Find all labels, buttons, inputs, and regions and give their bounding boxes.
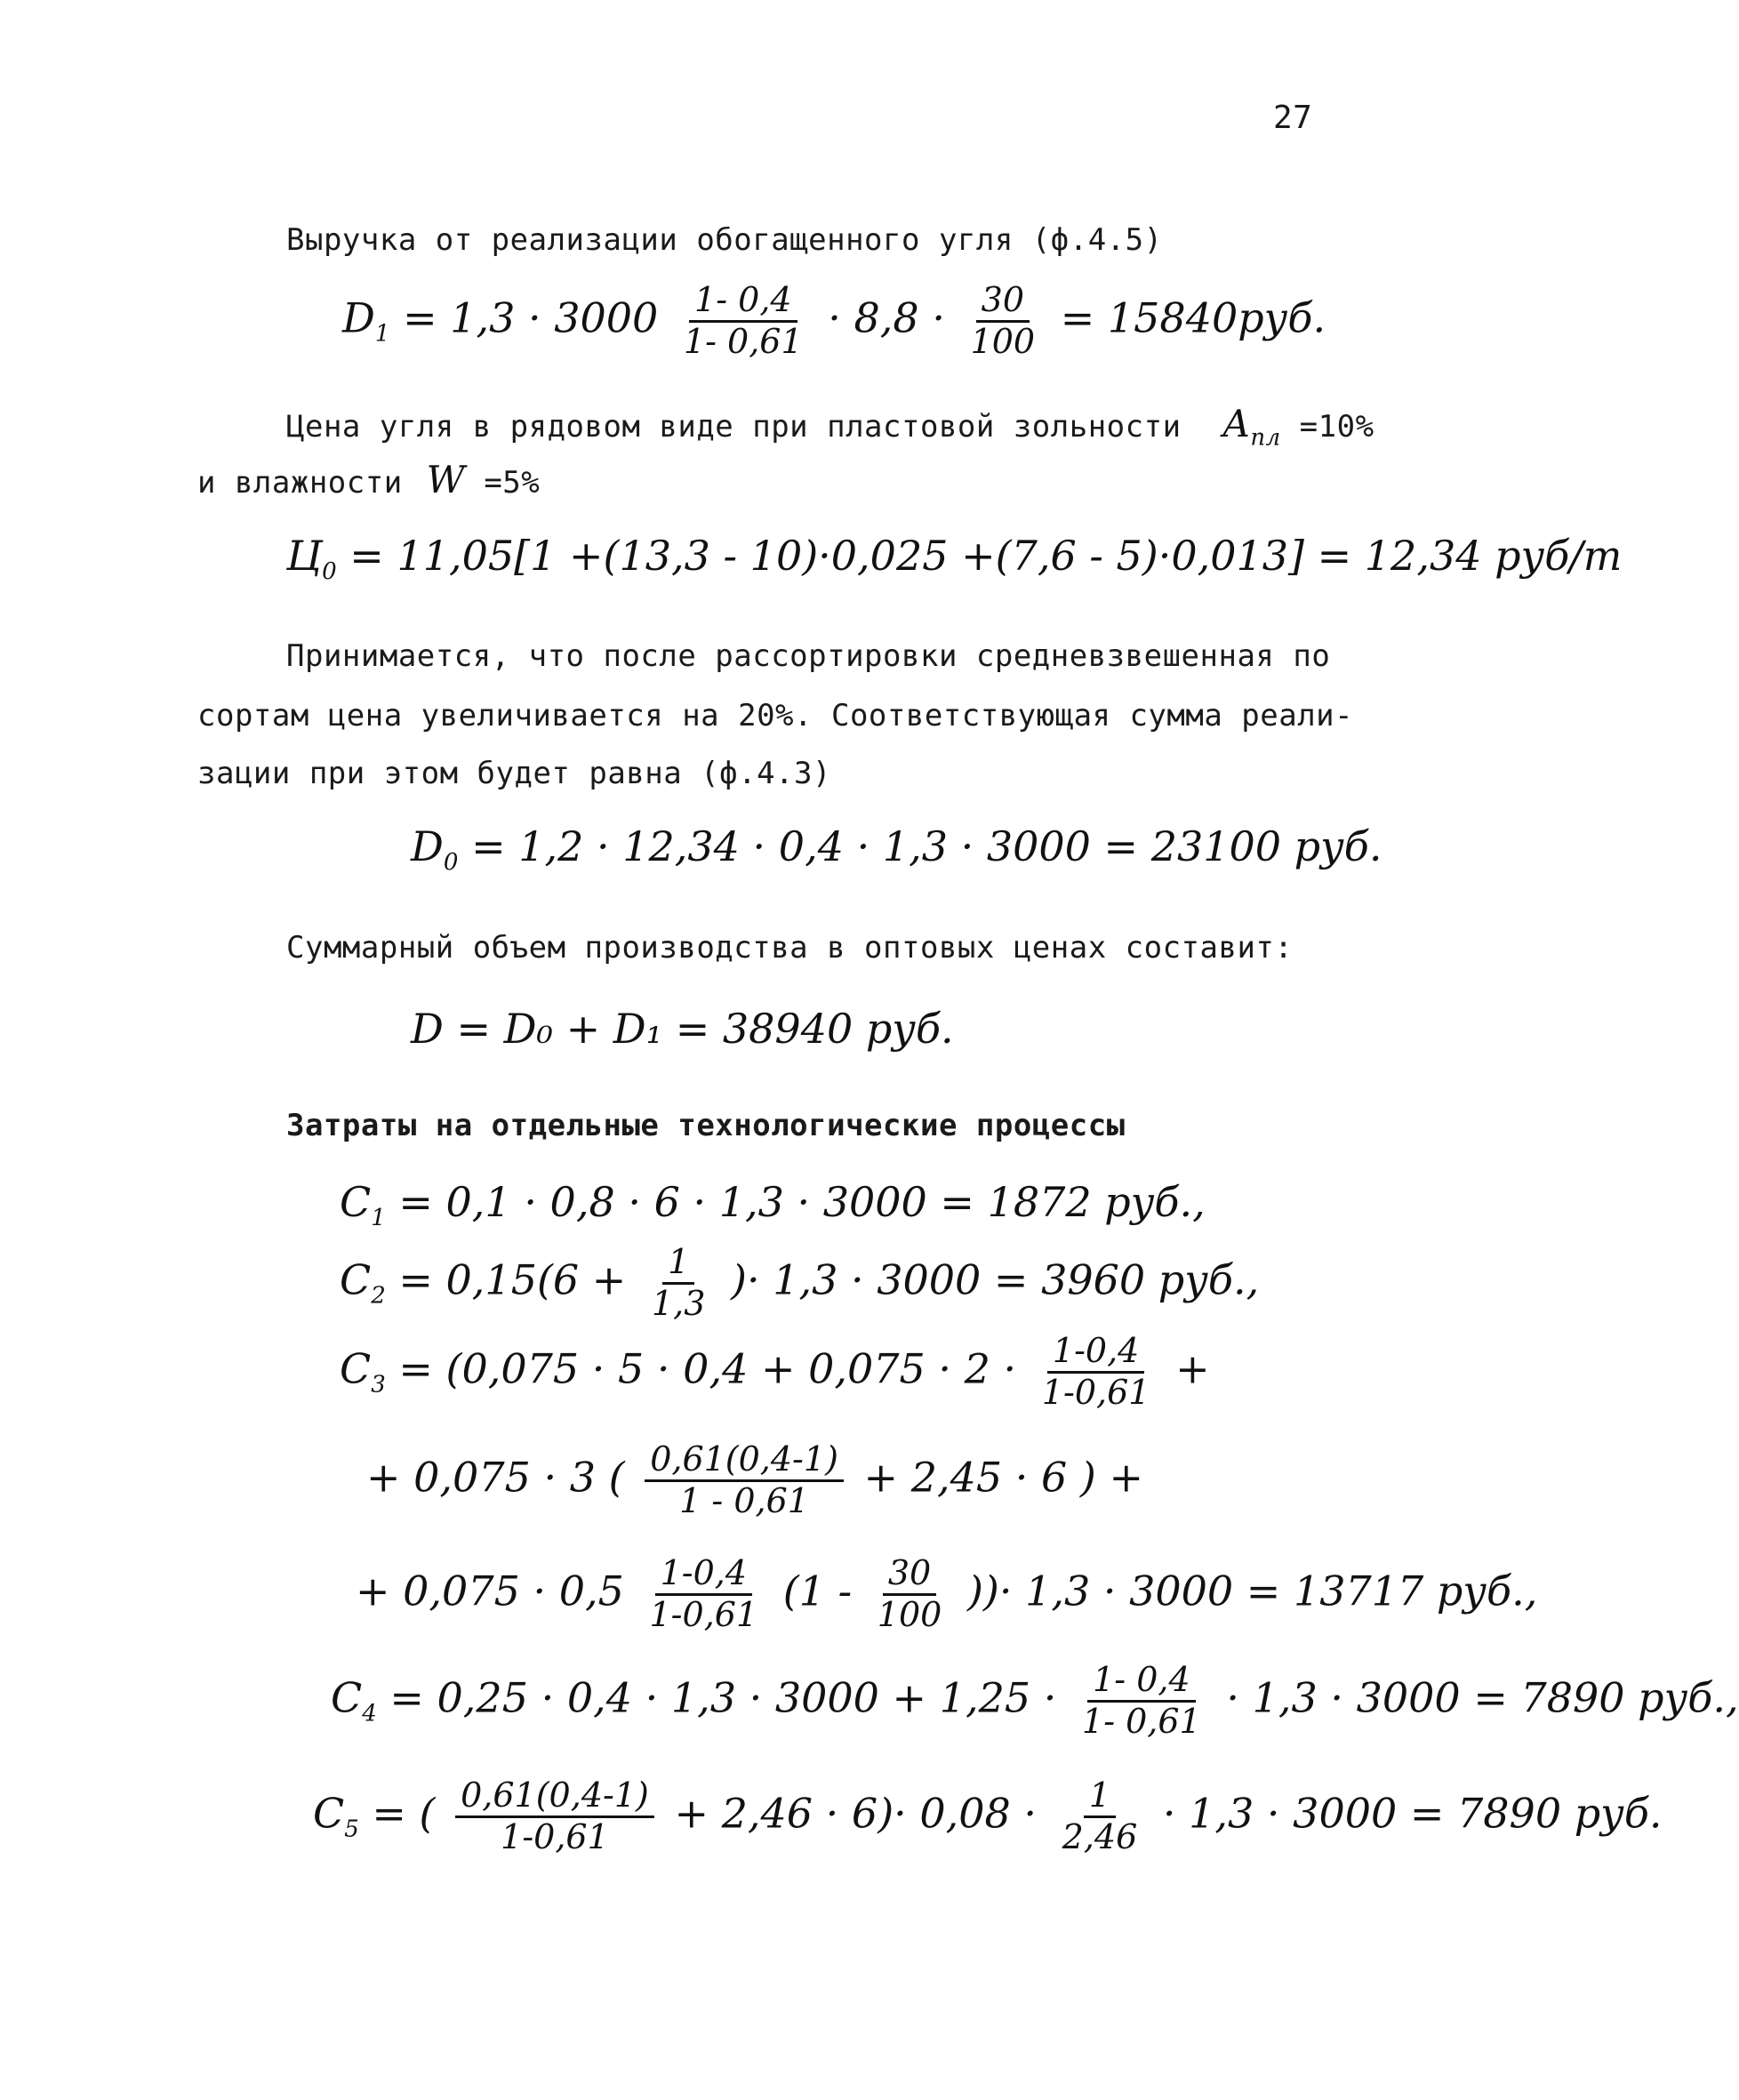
formula-c4	[331, 1660, 1739, 1741]
formula-d1-result: = 15840руб.	[1060, 293, 1326, 342]
fraction-denominator: 2,46	[1062, 1816, 1138, 1856]
fraction-numerator: 1-0,4	[655, 1556, 752, 1596]
formula-c0-rhs: = 11,05[1 +(13,3 - 10)·0,025 +(7,6 - 5)·0,013] = 12,34 руб/т	[349, 532, 1623, 580]
total-label: Суммарный объем производства в оптовых ценах составит:	[286, 930, 1294, 966]
page-number: 27	[1273, 100, 1313, 136]
formula-c1-lhs: C	[340, 1178, 372, 1226]
formula-c3-line2-part2: + 2,45 · 6 ) +	[863, 1453, 1143, 1502]
fraction-numerator: 30	[883, 1556, 936, 1596]
fraction-numerator: 30	[976, 283, 1030, 323]
formula-c3-line3-fraction-1	[645, 1553, 764, 1634]
formula-c3-line1-part1: = (0,075 · 5 · 0,4 + 0,075 · 2 ·	[398, 1344, 1017, 1393]
formula-d1-part2: · 8,8 ·	[828, 293, 945, 342]
formula-c3-line-3	[356, 1553, 1538, 1634]
fraction-denominator: 1- 0,61	[1082, 1701, 1201, 1741]
fraction-denominator: 1-0,61	[501, 1816, 609, 1856]
formula-c2	[340, 1242, 1260, 1323]
ash-symbol: A	[1222, 402, 1251, 445]
formula-c5-part2: + 2,46 · 6)· 0,08 ·	[674, 1789, 1038, 1838]
formula-d1-fraction-1	[678, 280, 808, 361]
formula-c5-part3: · 1,3 · 3000 = 7890 руб.	[1162, 1789, 1663, 1838]
fraction-numerator: 1	[662, 1245, 694, 1285]
formula-c1-rhs: = 0,1 · 0,8 · 6 · 1,3 · 3000 = 1872 руб.,	[398, 1178, 1206, 1226]
formula-d0-sub: 0	[443, 849, 459, 877]
ash-content-value: =10%	[1299, 409, 1374, 445]
formula-c2-sub: 2	[371, 1282, 386, 1310]
formula-c4-lhs: C	[331, 1673, 363, 1722]
fraction-numerator: 1-0,4	[1047, 1334, 1144, 1374]
formula-c2-part2: )· 1,3 · 3000 = 3960 руб.,	[731, 1255, 1260, 1304]
formula-c3-line1-fraction	[1037, 1331, 1156, 1412]
formula-c4-part1: = 0,25 · 0,4 · 1,3 · 3000 + 1,25 ·	[389, 1673, 1057, 1722]
formula-c3-line3-fraction-2	[872, 1553, 948, 1634]
moisture-symbol: W	[426, 458, 466, 501]
paragraph-line-3: зации при этом будет равна (ф.4.3)	[197, 756, 831, 791]
formula-d1-fraction-2	[966, 280, 1041, 361]
costs-label: Затраты на отдельные технологические процессы	[286, 1108, 1126, 1143]
heading-revenue: Выручка от реализации обогащенного угля (ф.4.5)	[286, 222, 1163, 258]
fraction-numerator: 0,61(0,4-1)	[455, 1778, 654, 1818]
moisture-value: =5%	[484, 465, 541, 501]
formula-d0	[411, 822, 1382, 876]
formula-c3-sub: 3	[371, 1371, 386, 1399]
paragraph-line-2: сортам цена увеличивается на 20%. Соответствующая сумма реали-	[197, 698, 1354, 733]
fraction-numerator: 0,61(0,4-1)	[645, 1442, 844, 1482]
formula-c3-line2-part1: + 0,075 · 3 (	[366, 1453, 625, 1502]
price-line-1-text: Цена угля в рядовом виде при пластовой зольности	[286, 409, 1182, 445]
fraction-denominator: 1-0,61	[649, 1594, 758, 1634]
formula-c3-line2-fraction	[645, 1439, 844, 1520]
formula-c3-line3-part1: + 0,075 · 0,5	[356, 1567, 624, 1615]
formula-c3-line3-part2: (1 -	[782, 1567, 853, 1615]
fraction-denominator: 1 - 0,61	[679, 1480, 809, 1520]
formula-c2-fraction	[646, 1242, 710, 1323]
formula-d0-rhs: = 1,2 · 12,34 · 0,4 · 1,3 · 3000 = 23100 руб.	[471, 822, 1382, 870]
formula-c4-sub: 4	[362, 1700, 377, 1727]
formula-c0-lhs: Ц	[286, 532, 323, 580]
ash-symbol-sub: пл	[1250, 424, 1281, 452]
fraction-denominator: 100	[877, 1594, 942, 1634]
price-line-2	[197, 458, 540, 501]
formula-c3-line3-part3: ))· 1,3 · 3000 = 13717 руб.,	[966, 1567, 1538, 1615]
formula-d1	[342, 280, 1326, 361]
formula-c5	[313, 1775, 1663, 1856]
formula-c0	[286, 532, 1622, 585]
formula-c4-fraction	[1077, 1660, 1206, 1741]
formula-total-rhs: = D₀ + D₁ = 38940 руб.	[456, 1005, 954, 1053]
formula-c3-line1-part2: +	[1175, 1344, 1210, 1393]
formula-c1-sub: 1	[371, 1205, 386, 1232]
fraction-denominator: 100	[970, 321, 1036, 361]
formula-c3-line-2	[366, 1439, 1143, 1520]
fraction-numerator: 1	[1084, 1778, 1116, 1818]
formula-c1	[340, 1178, 1206, 1231]
formula-c2-lhs: C	[340, 1255, 372, 1304]
formula-d1-part1: = 1,3 · 3000	[403, 293, 659, 342]
price-line-2-text: и влажности	[197, 465, 403, 501]
formula-total	[411, 1005, 954, 1053]
formula-c5-lhs: C	[313, 1789, 345, 1838]
formula-c0-sub: 0	[322, 558, 337, 586]
formula-c3-lhs: C	[340, 1344, 372, 1393]
formula-c2-part1: = 0,15(6 +	[398, 1255, 627, 1304]
formula-d1-lhs: D	[342, 293, 375, 342]
formula-d1-sub: 1	[374, 320, 390, 348]
fraction-denominator: 1-0,61	[1041, 1372, 1150, 1412]
ash-content-symbol	[1222, 402, 1281, 452]
fraction-denominator: 1,3	[651, 1283, 706, 1323]
formula-c5-part1: = (	[372, 1789, 436, 1838]
fraction-numerator: 1- 0,4	[1087, 1663, 1196, 1703]
formula-total-lhs: D	[411, 1005, 444, 1053]
price-line-1	[286, 402, 1374, 451]
formula-c5-fraction-2	[1057, 1775, 1143, 1856]
formula-c5-fraction-1	[455, 1775, 654, 1856]
fraction-numerator: 1- 0,4	[689, 283, 797, 323]
formula-d0-lhs: D	[411, 822, 444, 870]
formula-c5-sub: 5	[344, 1815, 359, 1843]
fraction-denominator: 1- 0,61	[683, 321, 803, 361]
formula-c4-part2: · 1,3 · 3000 = 7890 руб.,	[1226, 1673, 1739, 1722]
paragraph-line-1: Принимается, что после рассортировки средневзвешенная по	[286, 638, 1331, 674]
formula-c3-line-1	[340, 1331, 1210, 1412]
